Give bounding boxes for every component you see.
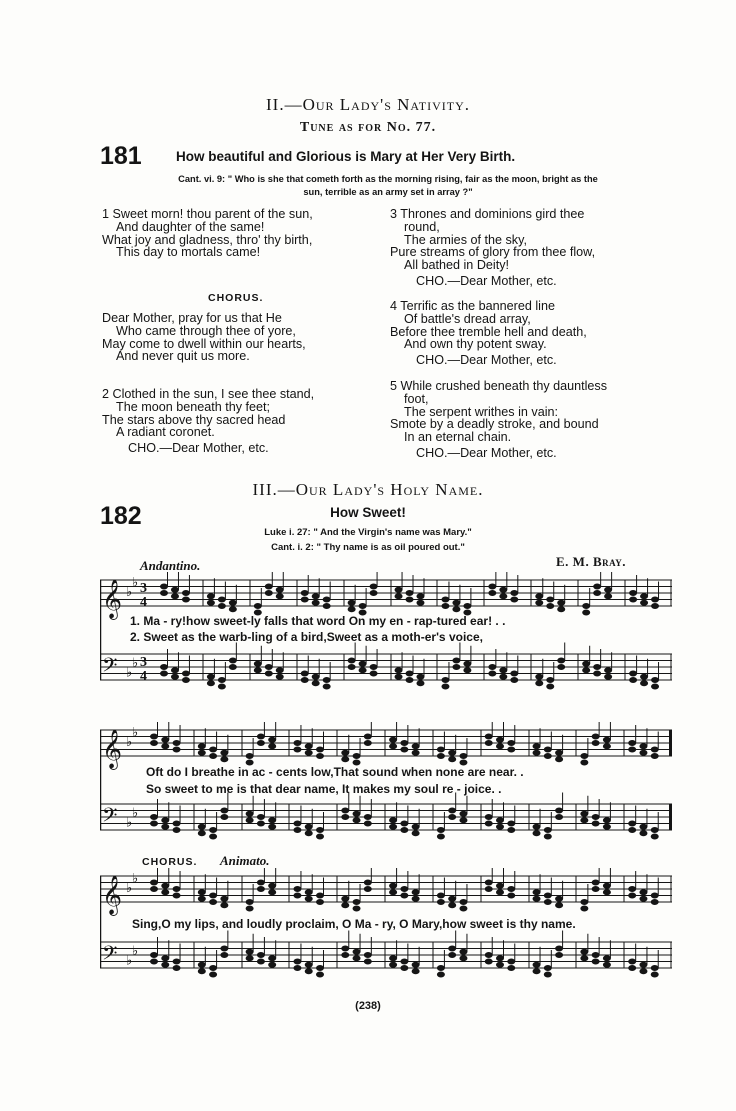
chorus-heading-181: CHORUS. [208, 292, 264, 304]
svg-text:♭: ♭ [132, 805, 139, 821]
svg-text:♭: ♭ [126, 585, 133, 600]
svg-text:♭: ♭ [132, 655, 139, 671]
svg-text:𝄞: 𝄞 [102, 875, 123, 915]
svg-text:♭: ♭ [126, 735, 133, 750]
svg-text:𝄞: 𝄞 [102, 579, 123, 619]
lyrics-system1-verse2: 2. Sweet as the warb-ling of a bird,Sweet as a moth-er's voice, [130, 630, 483, 644]
svg-text:♭: ♭ [126, 815, 133, 831]
verse-3: 3 Thrones and dominions gird thee round, The armies of the sky, Pure streams of glory from thee flow, All bathed in Deity! CHO.—Dear Mother, etc. [390, 207, 596, 288]
verse-1: 1 Sweet morn! thou parent of the sun, And daughter of the same! What joy and gladness, thro' thy birth, This day to mortals came! [102, 207, 313, 260]
verse-5: 5 While crushed beneath thy dauntless foot, The serpent writhes in vain: Smote by a deadly stroke, and bound In an eternal chain. CHO.—Dear Mother, etc. [390, 379, 608, 460]
lyrics-system2-verse2: So sweet to me is that dear name, It makes my soul re - joice. . [146, 782, 502, 796]
lyrics-chorus: Sing,O my lips, and loudly proclaim, O Ma - ry, O Mary,how sweet is thy name. [132, 917, 576, 931]
section-heading-nativity: II.—Our Lady's Nativity. [266, 95, 470, 114]
svg-text:4: 4 [140, 669, 147, 684]
page-number: (238) [355, 1000, 381, 1012]
composer-credit: E. M. Bray. [556, 554, 627, 569]
svg-text:3: 3 [140, 581, 147, 596]
hymn-number-181: 181 [100, 142, 142, 170]
tune-reference: Tune as for No. 77. [299, 120, 437, 135]
svg-text:♭: ♭ [132, 575, 139, 591]
svg-text:3: 3 [140, 655, 147, 670]
tempo-marking: Andantino. [140, 558, 201, 573]
scripture-ref-cant: Cant. i. 2: " Thy name is as oil poured out." [271, 542, 465, 553]
svg-text:4: 4 [140, 595, 147, 610]
svg-text:♭: ♭ [132, 943, 139, 959]
svg-text:♭: ♭ [132, 871, 139, 887]
svg-text:𝄢: 𝄢 [102, 803, 118, 832]
hymn-number-182: 182 [100, 502, 142, 530]
lyrics-system2-verse1: Oft do I breathe in ac - cents low,That sound when none are near. . [146, 765, 524, 779]
epigraph-181: Cant. vi. 9: " Who is she that cometh forth as the morning rising, fair as the moon, bright as the sun, terrible as an army set in array ?" [178, 174, 598, 197]
svg-text:𝄞: 𝄞 [102, 729, 123, 769]
hymn-title-182: How Sweet! [330, 505, 406, 520]
svg-text:♭: ♭ [132, 725, 139, 741]
section-heading-holy-name: III.—Our Lady's Holy Name. [252, 480, 484, 499]
hymn-title-181: How beautiful and Glorious is Mary at Her Very Birth. [176, 149, 516, 164]
chorus-label-182: CHORUS. [142, 856, 198, 868]
chorus-181: Dear Mother, pray for us that He Who came through thee of yore, May come to dwell within our hearts, And never quit us more. [102, 311, 306, 364]
chorus-tempo: Animato. [220, 853, 270, 868]
svg-text:𝄢: 𝄢 [102, 941, 118, 970]
verse-4: 4 Terrific as the bannered line Of battle's dread array, Before thee tremble hell and death, And own thy potent sway. CHO.—Dear Mother, etc. [390, 299, 587, 368]
verse-2: 2 Clothed in the sun, I see thee stand, The moon beneath thy feet; The stars above thy sacred head A radiant coronet. CHO.—Dear Mother, etc. [102, 387, 315, 456]
svg-text:𝄢: 𝄢 [102, 653, 118, 682]
svg-text:♭: ♭ [126, 953, 133, 969]
lyrics-system1-verse1: 1. Ma - ry!how sweet-ly falls that word On my en - rap-tured ear! . . [130, 614, 506, 628]
svg-text:♭: ♭ [126, 881, 133, 896]
svg-text:♭: ♭ [126, 665, 133, 681]
scripture-ref-luke: Luke i. 27: " And the Virgin's name was Mary." [264, 527, 472, 538]
